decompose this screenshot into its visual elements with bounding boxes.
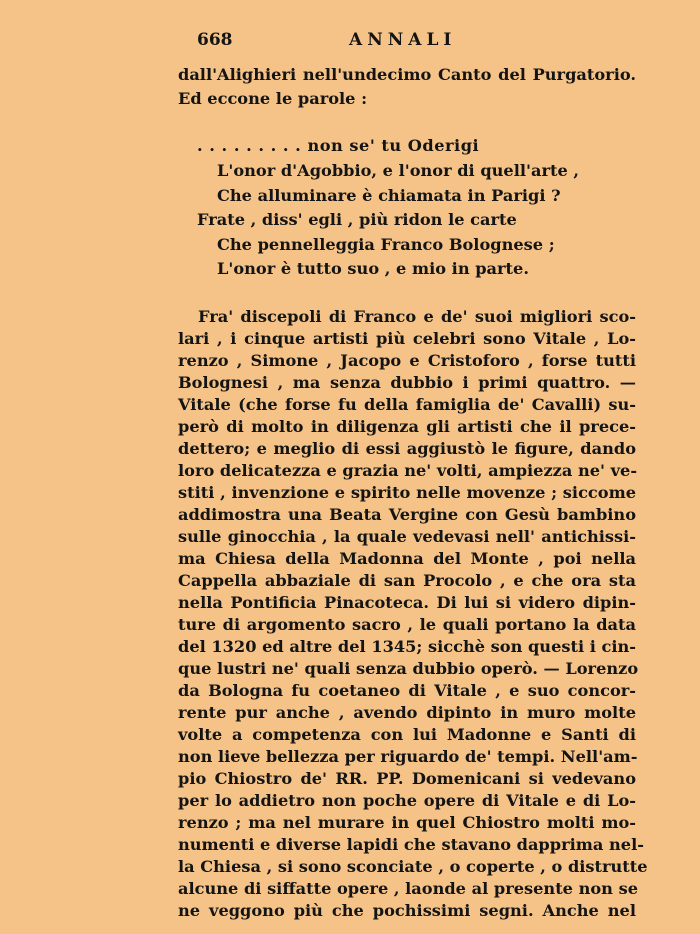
paragraph-line: Bolognesi , ma senza dubbio i primi quattro. —	[178, 373, 636, 392]
paragraph-line: sulle ginocchia , la quale vedevasi nell' antichissi-	[178, 527, 636, 546]
paragraph-line: però di molto in diligenza gli artisti che il prece-	[178, 417, 636, 436]
paragraph-line: per lo addietro non poche opere di Vitale e di Lo-	[178, 791, 636, 810]
running-head: ANNALI	[349, 30, 457, 50]
paragraph-line: alcune di siffatte opere , laonde al presente non se	[178, 879, 639, 898]
verse-line: Che pennelleggia Franco Bolognese ;	[217, 235, 555, 254]
verse-line: Frate , diss' egli , più ridon le carte	[197, 210, 517, 229]
paragraph-line: Fra' discepoli di Franco e de' suoi migliori sco-	[198, 307, 636, 326]
paragraph-line: addimostra una Beata Vergine con Gesù bambino	[178, 505, 636, 524]
paragraph-line: ture di argomento sacro , le quali portano la data	[178, 615, 636, 634]
paragraph-line: nella Pontificia Pinacoteca. Di lui si videro dipin-	[178, 593, 636, 612]
paragraph-line: renzo ; ma nel murare in quel Chiostro molti mo-	[178, 813, 636, 832]
paragraph-line: Cappella abbaziale di san Procolo , e che ora sta	[178, 571, 636, 590]
paragraph-line: del 1320 ed altre del 1345; sicchè son questi i cin-	[178, 637, 637, 656]
intro-line: Ed eccone le parole :	[178, 89, 368, 108]
verse-line: L'onor d'Agobbio, e l'onor di quell'arte ,	[217, 161, 580, 180]
verse-line: Che alluminare è chiamata in Parigi ?	[217, 186, 561, 205]
paragraph-line: pio Chiostro de' RR. PP. Domenicani si vedevano	[178, 769, 636, 788]
paragraph-line: rente pur anche , avendo dipinto in muro molte	[178, 703, 636, 722]
paragraph-line: volte a competenza con lui Madonne e Santi di	[178, 725, 636, 744]
paragraph-line: lari , i cinque artisti più celebri sono Vitale , Lo-	[178, 329, 636, 348]
paragraph-line: da Bologna fu coetaneo di Vitale , e suo concor-	[178, 681, 636, 700]
verse-line: . . . . . . . . . non se' tu Oderigi	[197, 136, 480, 155]
paragraph-line: ne veggono più che pochissimi segni. Anche nel	[178, 901, 636, 920]
paragraph-line: dettero; e meglio di essi aggiustò le figure, dando	[178, 439, 636, 458]
intro-line: dall'Alighieri nell'undecimo Canto del Purgatorio.	[178, 65, 636, 84]
paragraph-line: renzo , Simone , Jacopo e Cristoforo , forse tutti	[178, 351, 636, 370]
paragraph-line: ma Chiesa della Madonna del Monte , poi nella	[178, 549, 636, 568]
paragraph-line: Vitale (che forse fu della famiglia de' Cavalli) su-	[178, 395, 636, 414]
page-number: 668	[197, 30, 233, 50]
paragraph-line: non lieve bellezza per riguardo de' tempi. Nell'am-	[178, 747, 638, 766]
page-header	[0, 30, 700, 54]
verse-line: L'onor è tutto suo , e mio in parte.	[217, 259, 529, 278]
paragraph-line: que lustri ne' quali senza dubbio operò. — Lorenzo	[178, 659, 639, 678]
paragraph-line: loro delicatezza e grazia ne' volti, ampiezza ne' ve-	[178, 461, 638, 480]
paragraph-line: numenti e diverse lapidi che stavano dapprima nel-	[178, 835, 644, 854]
paragraph-line: la Chiesa , si sono sconciate , o coperte , o distrutte	[178, 857, 648, 876]
paragraph-line: stiti , invenzione e spirito nelle movenze ; siccome	[178, 483, 636, 502]
